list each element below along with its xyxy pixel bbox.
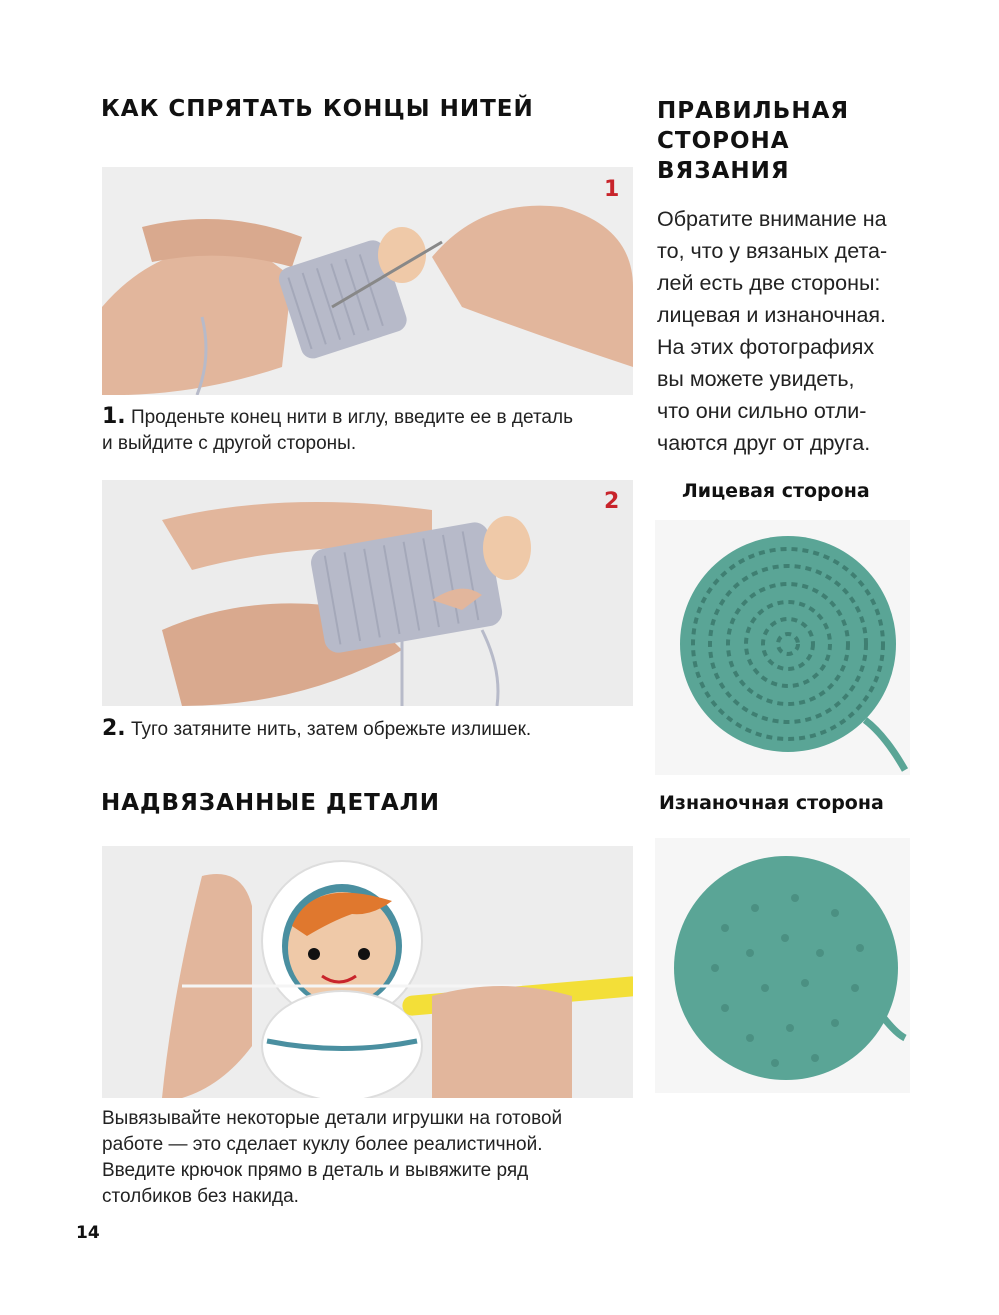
step-2-photo (102, 480, 633, 706)
step-2-label: 2. (102, 716, 126, 741)
page-number: 14 (76, 1223, 100, 1243)
crocheted-on-text (102, 1106, 642, 1210)
right-title-line-1: ПРАВИЛЬНАЯ (657, 98, 850, 124)
step-1-caption (102, 404, 642, 457)
front-side-label: Лицевая сторона (682, 480, 870, 502)
right-side-text (657, 203, 917, 459)
step-1-photo (102, 167, 633, 395)
step-1-text-line2: и выйдите с другой стороны. (102, 433, 357, 454)
crocheted-on-line-1: Вывязывайте некоторые детали игрушки на готовой (102, 1108, 563, 1129)
right-text-line-3: лей есть две стороны: (657, 271, 881, 295)
right-text-line-8: чаются друг от друга. (657, 431, 871, 455)
right-title-line-3: ВЯЗАНИЯ (657, 158, 790, 184)
front-side-swatch (655, 520, 910, 775)
back-side-label: Изнаночная сторона (659, 792, 884, 814)
doll-hook-illustration (102, 846, 633, 1098)
step-2-caption (102, 716, 642, 743)
section-title-hide-ends: КАК СПРЯТАТЬ КОНЦЫ НИТЕЙ (101, 96, 534, 122)
section-title-right-side (657, 96, 849, 186)
step-1-number: 1 (604, 177, 620, 202)
crocheted-on-line-2: работе — это сделает куклу более реалистичной. (102, 1134, 543, 1155)
crocheted-on-photo (102, 846, 633, 1098)
back-side-swatch (655, 838, 910, 1093)
right-text-line-6: вы можете увидеть, (657, 367, 855, 391)
right-text-line-1: Обратите внимание на (657, 207, 887, 231)
crocheted-on-line-4: столбиков без накида. (102, 1186, 299, 1207)
crocheted-on-line-3: Введите крючок прямо в деталь и вывяжите ряд (102, 1160, 529, 1181)
right-title-line-2: СТОРОНА (657, 128, 790, 154)
right-text-line-2: то, что у вязаных дета- (657, 239, 888, 263)
right-text-line-5: На этих фотографиях (657, 335, 875, 359)
step-2-text: Туго затяните нить, затем обрежьте излишек. (130, 719, 532, 740)
step-1-text: Проденьте конец нити в иглу, введите ее в деталь (130, 407, 573, 428)
step-2-number: 2 (604, 489, 620, 514)
step-1-label: 1. (102, 404, 126, 429)
hands-needle-illustration (102, 167, 633, 395)
section-title-crocheted-on: НАДВЯЗАННЫЕ ДЕТАЛИ (101, 790, 441, 816)
right-text-line-7: что они сильно отли- (657, 399, 867, 423)
right-text-line-4: лицевая и изнаночная. (657, 303, 887, 327)
hands-tighten-illustration (102, 480, 633, 706)
